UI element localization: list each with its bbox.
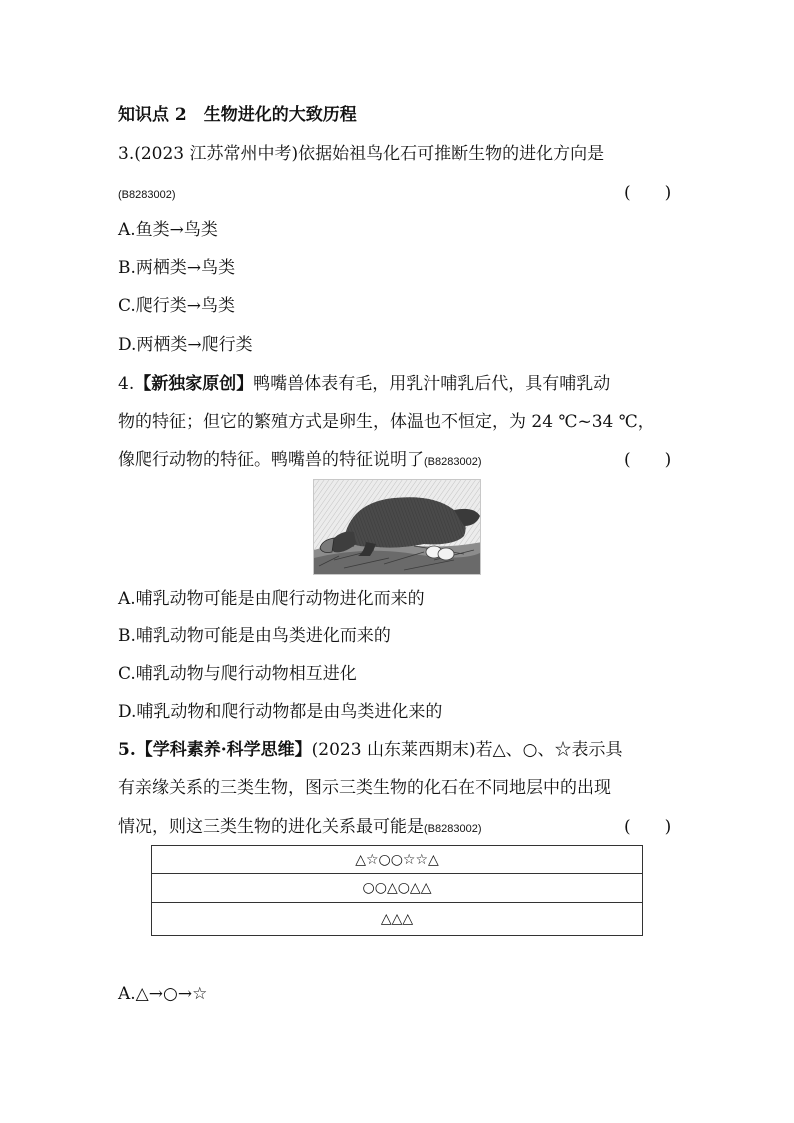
stratum-bottom: △△△ [152, 903, 643, 936]
question-3-code-line [118, 181, 176, 207]
question-4-stem-line1 [118, 372, 610, 396]
question-5-stem-line3 [118, 815, 482, 841]
question-3-source: 3.(2023 江苏常州中考) [118, 144, 299, 164]
question-3-text: 依据始祖鸟化石可推断生物的进化方向是 [298, 144, 605, 164]
question-5-text-3: 情况，则这三类生物的进化关系最可能是 [118, 817, 424, 837]
question-4-option-d[interactable]: D.哺乳动物和爬行动物都是由鸟类进化来的 [118, 702, 443, 722]
question-5-answer-bracket[interactable]: ( ) [624, 817, 672, 837]
question-5-code: (B8283002) [424, 823, 482, 835]
question-4-answer-bracket[interactable]: ( ) [624, 450, 672, 470]
question-4-option-a[interactable]: A.哺乳动物可能是由爬行动物进化而来的 [118, 589, 425, 609]
question-3-option-b[interactable]: B.两栖类→鸟类 [118, 258, 236, 278]
question-5-tag: 【学科素养·科学思维】 [135, 740, 312, 760]
question-5-stem-line2: 有亲缘关系的三类生物，图示三类生物的化石在不同地层中的出现 [118, 778, 611, 798]
question-4-option-c[interactable]: C.哺乳动物与爬行动物相互进化 [118, 664, 357, 684]
question-3-option-d[interactable]: D.两栖类→爬行类 [118, 335, 253, 355]
table-row [152, 874, 643, 903]
platypus-illustration [313, 479, 481, 575]
question-4-stem-line3 [118, 448, 482, 474]
question-3-option-a[interactable]: A.鱼类→鸟类 [118, 220, 218, 240]
question-4-text-3: 像爬行动物的特征。鸭嘴兽的特征说明了 [118, 450, 424, 470]
fossil-strata-table [151, 845, 643, 936]
table-row [152, 903, 643, 936]
question-3-option-c[interactable]: C.爬行类→鸟类 [118, 296, 236, 316]
question-3-answer-bracket[interactable]: ( ) [624, 183, 672, 203]
question-4-tag: 【新独家原创】 [134, 374, 254, 394]
question-3-code: (B8283002) [118, 189, 176, 201]
question-5-text-1: 若△、○、☆表示具 [475, 740, 623, 760]
question-4-code: (B8283002) [424, 456, 482, 468]
question-3-stem [118, 142, 604, 166]
question-5-stem-line1 [118, 738, 623, 762]
question-5-number: 5. [118, 740, 136, 760]
question-4-text-1: 鸭嘴兽体表有毛，用乳汁哺乳后代，具有哺乳动 [253, 374, 611, 394]
stratum-top: △☆○○☆☆△ [152, 846, 643, 874]
question-4-number: 4. [118, 374, 135, 394]
platypus-drawing [314, 480, 481, 575]
table-row [152, 846, 643, 874]
question-5-source: (2023 山东莱西期末) [311, 740, 476, 760]
question-5-option-a[interactable]: A.△→○→☆ [118, 984, 208, 1004]
stratum-middle: ○○△○△△ [152, 874, 643, 903]
section-title: 知识点 2 生物进化的大致历程 [118, 105, 357, 125]
question-4-option-b[interactable]: B.哺乳动物可能是由鸟类进化而来的 [118, 626, 391, 646]
question-4-stem-line2: 物的特征；但它的繁殖方式是卵生，体温也不恒定，为 24 ℃~34 ℃， [118, 412, 655, 432]
